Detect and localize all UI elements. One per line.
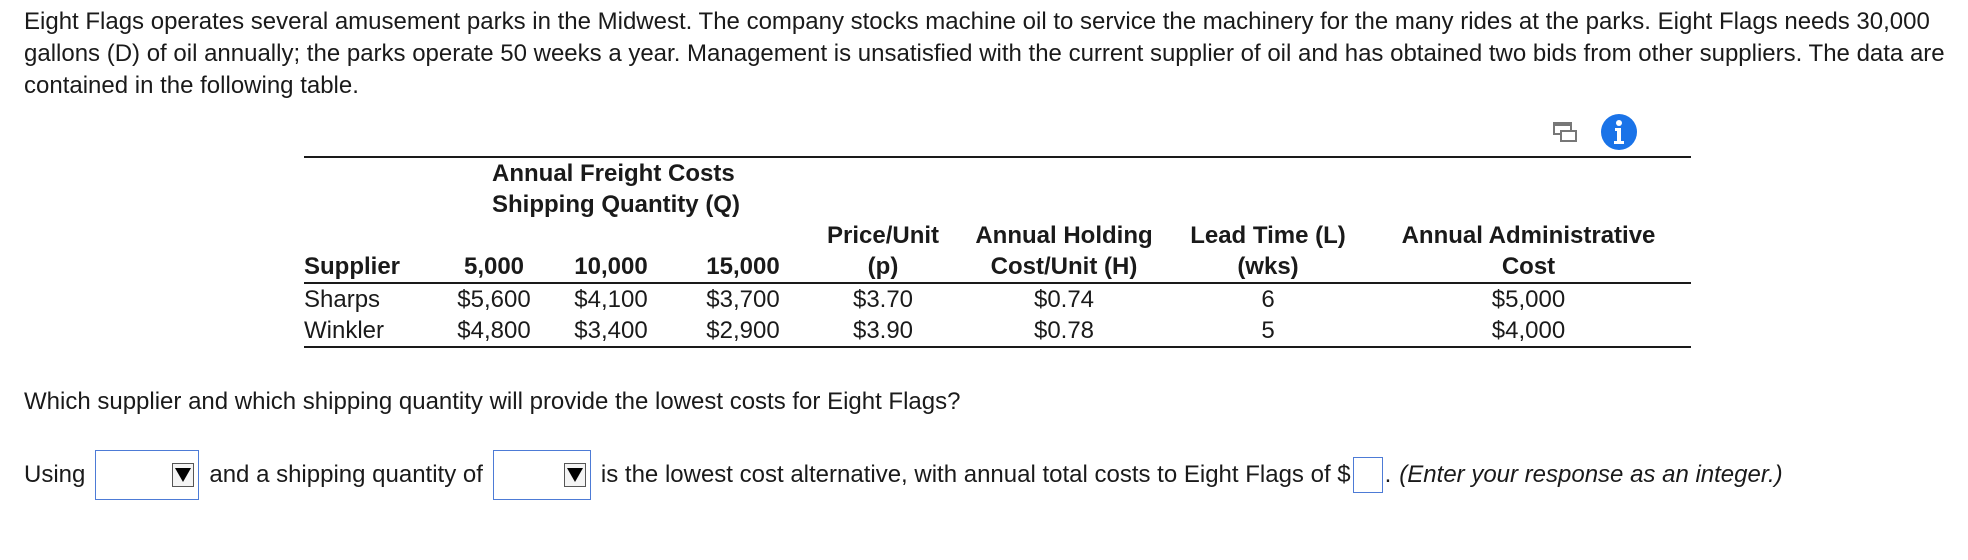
admin-cost-cell: $5,000 (1491, 286, 1566, 313)
supplier-cell: Sharps (304, 286, 381, 313)
problem-statement: Eight Flags operates several amusement parks in the Midwest. The company stocks machine oil to service the machinery for the many rides at the parks. Eight Flags needs 30,000 gallons (D) of oil annually; the parks operate 50 weeks a year. Management is unsatisfied with the current supplier of oil and has obtained two bids from other suppliers. The data are contained in the following table. (24, 8, 1945, 99)
header-q-5000: 5,000 (444, 251, 544, 283)
dropdown-arrow-icon (564, 463, 586, 487)
freight-group-header-row (304, 158, 1691, 220)
admin-cost-cell: $4,000 (1366, 315, 1691, 347)
freight-10000-cell: $3,400 (544, 315, 678, 347)
question-text: Which supplier and which shipping quantity will provide the lowest costs for Eight Flags? (24, 388, 961, 415)
answer-suffix-text: is the lowest cost alternative, with annual total costs to Eight Flags of $ (600, 461, 1351, 488)
table-row (304, 315, 1691, 347)
freight-10000-cell: $4,100 (574, 286, 648, 313)
header-q-10000: 10,000 (544, 251, 678, 283)
holding-cell: $0.74 (1033, 286, 1095, 313)
supplier-dropdown[interactable] (95, 450, 199, 500)
column-header-row-1 (304, 220, 1691, 251)
shipping-quantity-dropdown[interactable] (493, 450, 591, 500)
supplier-bid-table (304, 156, 1691, 348)
header-holding-unit: Cost/Unit (H) (958, 251, 1170, 283)
answer-middle-text: and a shipping quantity of (209, 461, 483, 488)
answer-prefix: Using (24, 461, 86, 488)
column-header-row-2 (304, 251, 1691, 283)
header-holding: Annual Holding (975, 222, 1153, 249)
header-supplier: Supplier (304, 251, 444, 283)
freight-15000-cell: $3,700 (706, 286, 780, 313)
header-lead-time: Lead Time (L) (1190, 222, 1346, 249)
price-cell: $3.70 (852, 286, 914, 313)
info-icon[interactable] (1600, 113, 1638, 151)
holding-cell: $0.78 (958, 315, 1170, 347)
total-cost-input[interactable] (1353, 457, 1383, 493)
header-price-unit: (p) (808, 251, 958, 283)
table-row (304, 283, 1691, 315)
header-q-15000: 15,000 (678, 251, 808, 283)
answer-end-punct: . (1384, 461, 1392, 488)
integer-hint: (Enter your response as an integer.) (1399, 461, 1783, 488)
freight-group-header (304, 158, 1691, 220)
copy-icon[interactable] (1552, 121, 1578, 143)
lead-time-cell: 6 (1261, 286, 1275, 313)
header-price: Price/Unit (826, 222, 940, 249)
supplier-cell: Winkler (304, 315, 444, 347)
freight-15000-cell: $2,900 (678, 315, 808, 347)
answer-line (24, 450, 1783, 500)
dropdown-arrow-icon (172, 463, 194, 487)
header-lead-unit: (wks) (1170, 251, 1366, 283)
freight-5000-cell: $4,800 (444, 315, 544, 347)
header-admin: Annual Administrative (1401, 222, 1656, 249)
freight-group-subtitle: Shipping Quantity (Q) (492, 191, 740, 218)
header-admin-unit: Cost (1366, 251, 1691, 283)
toolbar (1552, 113, 1638, 151)
lead-time-cell: 5 (1170, 315, 1366, 347)
freight-group-title: Annual Freight Costs (492, 160, 735, 187)
freight-5000-cell: $5,600 (457, 286, 531, 313)
price-cell: $3.90 (808, 315, 958, 347)
